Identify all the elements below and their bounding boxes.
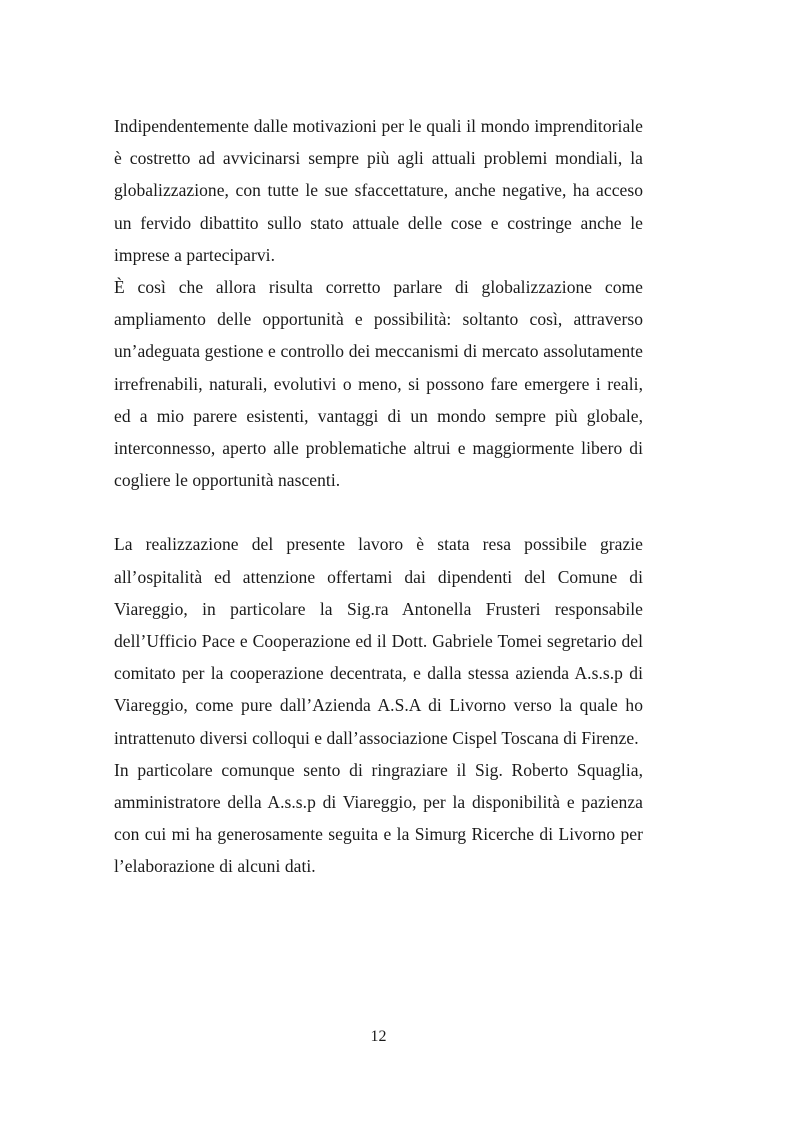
paragraph-thanks: In particolare comunque sento di ringraziare il Sig. Roberto Squaglia, amministratore della A.s.s.p di Viareggio, per la disponibilità e pazienza con cui mi ha generosamente seguita e la Simurg Ricerche di Livorno per l’elaborazione di alcuni dati. (114, 759, 643, 877)
page-number: 12 (370, 1028, 387, 1045)
paragraph-spacer (114, 496, 643, 528)
paragraph-acknowledgements: La realizzazione del presente lavoro è stata resa possibile grazie all’ospitalità ed attenzione offertami dai dipendenti del Comune di Viareggio, in particolare la Sig.ra Antonella Frusteri responsabile dell’Ufficio Pace e Cooperazione ed il Dott. Gabriele Tomei segretario del comitato per la cooperazione decentrata, e dalla stessa azienda A.s.s.p di Viareggio, come pure dall’Azienda A.S.A di Livorno verso la quale ho intrattenuto diversi colloqui e dall’associazione Cispel Toscana di Firenze. (114, 534, 643, 748)
paragraph-opportunities: È così che allora risulta corretto parlare di globalizzazione come ampliamento delle opportunità e possibilità: soltanto così, attraverso un’adeguata gestione e controllo dei meccanismi di mercato assolutamente irrefrenabili, naturali, evolutivi o meno, si possono fare emergere i reali, ed a mio parere esistenti, vantaggi di un mondo sempre più globale, interconnesso, aperto alle problematiche altrui e maggiormente libero di cogliere le opportunità nascenti. (114, 277, 643, 491)
paragraph-globalization-debate: Indipendentemente dalle motivazioni per le quali il mondo imprenditoriale è costretto ad avvicinarsi sempre più agli attuali problemi mondiali, la globalizzazione, con tutte le sue sfaccettature, anche negative, ha acceso un fervido dibattito sullo stato attuale delle cose e costringe anche le imprese a parteciparvi. (114, 116, 643, 265)
page-body (114, 110, 643, 883)
